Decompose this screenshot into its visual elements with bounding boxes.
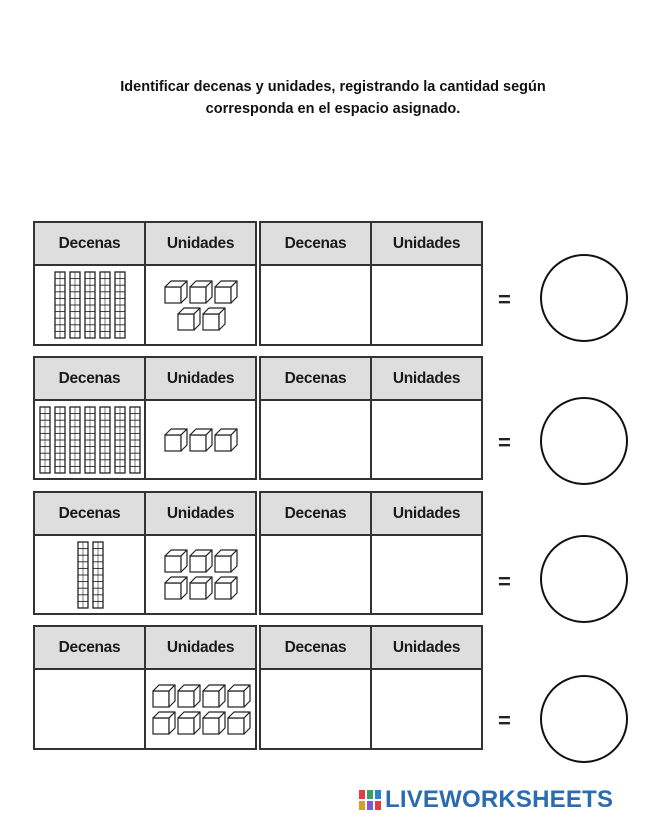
unit-cube <box>215 281 237 303</box>
unit-cubes-cell <box>145 400 256 479</box>
units-header: Unidades <box>371 626 482 669</box>
ten-block <box>100 272 110 338</box>
tens-blocks <box>35 266 145 344</box>
ten-block <box>70 272 80 338</box>
units-header: Unidades <box>145 222 256 265</box>
units-answer-field[interactable] <box>371 535 482 614</box>
model-table <box>33 625 257 750</box>
ten-block <box>93 542 103 608</box>
unit-cube <box>153 712 175 734</box>
unit-cube <box>215 429 237 451</box>
equals-sign: = <box>498 430 511 455</box>
ten-block <box>40 407 50 473</box>
tens-blocks-cell <box>34 535 145 614</box>
tens-header: Decenas <box>260 222 371 265</box>
unit-cube <box>165 577 187 599</box>
unit-cubes <box>146 401 256 478</box>
unit-cube <box>178 685 200 707</box>
tens-answer-field[interactable] <box>260 669 371 749</box>
units-header: Unidades <box>371 222 482 265</box>
tens-blocks <box>35 670 145 748</box>
model-table <box>33 221 257 346</box>
units-answer-field[interactable] <box>371 265 482 345</box>
tens-blocks <box>35 536 145 613</box>
unit-cube <box>215 577 237 599</box>
unit-cubes <box>146 266 256 344</box>
tens-blocks-cell <box>34 400 145 479</box>
unit-cube <box>165 550 187 572</box>
ten-block <box>55 407 65 473</box>
instructions-line-1: Identificar decenas y unidades, registrando la cantidad según <box>120 79 546 95</box>
unit-cube <box>190 281 212 303</box>
unit-cube <box>178 308 200 330</box>
tens-header: Decenas <box>260 492 371 535</box>
footer <box>358 786 613 814</box>
tens-blocks-cell <box>34 265 145 345</box>
ten-block <box>70 407 80 473</box>
unit-cube <box>190 429 212 451</box>
answer-table <box>259 625 483 750</box>
units-answer-field[interactable] <box>371 400 482 479</box>
unit-cube <box>190 550 212 572</box>
units-header: Unidades <box>145 626 256 669</box>
unit-cube <box>178 712 200 734</box>
ten-block <box>100 407 110 473</box>
tens-answer-field[interactable] <box>260 265 371 345</box>
total-answer-circle[interactable] <box>540 397 628 485</box>
equals-sign: = <box>498 569 511 594</box>
ten-block <box>130 407 140 473</box>
unit-cube <box>165 281 187 303</box>
instructions <box>0 76 666 120</box>
unit-cube <box>228 685 250 707</box>
unit-cube <box>203 308 225 330</box>
tens-blocks-cell <box>34 669 145 749</box>
tens-header: Decenas <box>34 357 145 400</box>
unit-cubes <box>146 670 256 748</box>
unit-cube <box>153 685 175 707</box>
units-header: Unidades <box>371 357 482 400</box>
instructions-line-2: corresponda en el espacio asignado. <box>205 101 461 117</box>
tens-answer-field[interactable] <box>260 535 371 614</box>
unit-cube <box>165 429 187 451</box>
ten-block <box>115 272 125 338</box>
tens-header: Decenas <box>260 357 371 400</box>
ten-block <box>85 407 95 473</box>
total-answer-circle[interactable] <box>540 675 628 763</box>
total-answer-circle[interactable] <box>540 254 628 342</box>
tens-header: Decenas <box>260 626 371 669</box>
ten-block <box>78 542 88 608</box>
units-header: Unidades <box>145 357 256 400</box>
unit-cubes-cell <box>145 535 256 614</box>
tens-answer-field[interactable] <box>260 400 371 479</box>
equals-sign: = <box>498 287 511 312</box>
unit-cube <box>190 577 212 599</box>
total-answer-circle[interactable] <box>540 535 628 623</box>
model-table <box>33 491 257 615</box>
equals-sign: = <box>498 708 511 733</box>
tens-header: Decenas <box>34 492 145 535</box>
unit-cube <box>203 685 225 707</box>
answer-table <box>259 491 483 615</box>
tens-blocks <box>35 401 145 478</box>
units-header: Unidades <box>371 492 482 535</box>
ten-block <box>55 272 65 338</box>
answer-table <box>259 221 483 346</box>
ten-block <box>115 407 125 473</box>
tens-header: Decenas <box>34 222 145 265</box>
unit-cube <box>228 712 250 734</box>
liveworksheets-logo-icon <box>358 789 382 811</box>
unit-cubes <box>146 536 256 613</box>
unit-cubes-cell <box>145 265 256 345</box>
units-header: Unidades <box>145 492 256 535</box>
unit-cube <box>215 550 237 572</box>
answer-table <box>259 356 483 480</box>
unit-cubes-cell <box>145 669 256 749</box>
units-answer-field[interactable] <box>371 669 482 749</box>
tens-header: Decenas <box>34 626 145 669</box>
model-table <box>33 356 257 480</box>
ten-block <box>85 272 95 338</box>
unit-cube <box>203 712 225 734</box>
brand-name: LIVEWORKSHEETS <box>385 786 614 813</box>
